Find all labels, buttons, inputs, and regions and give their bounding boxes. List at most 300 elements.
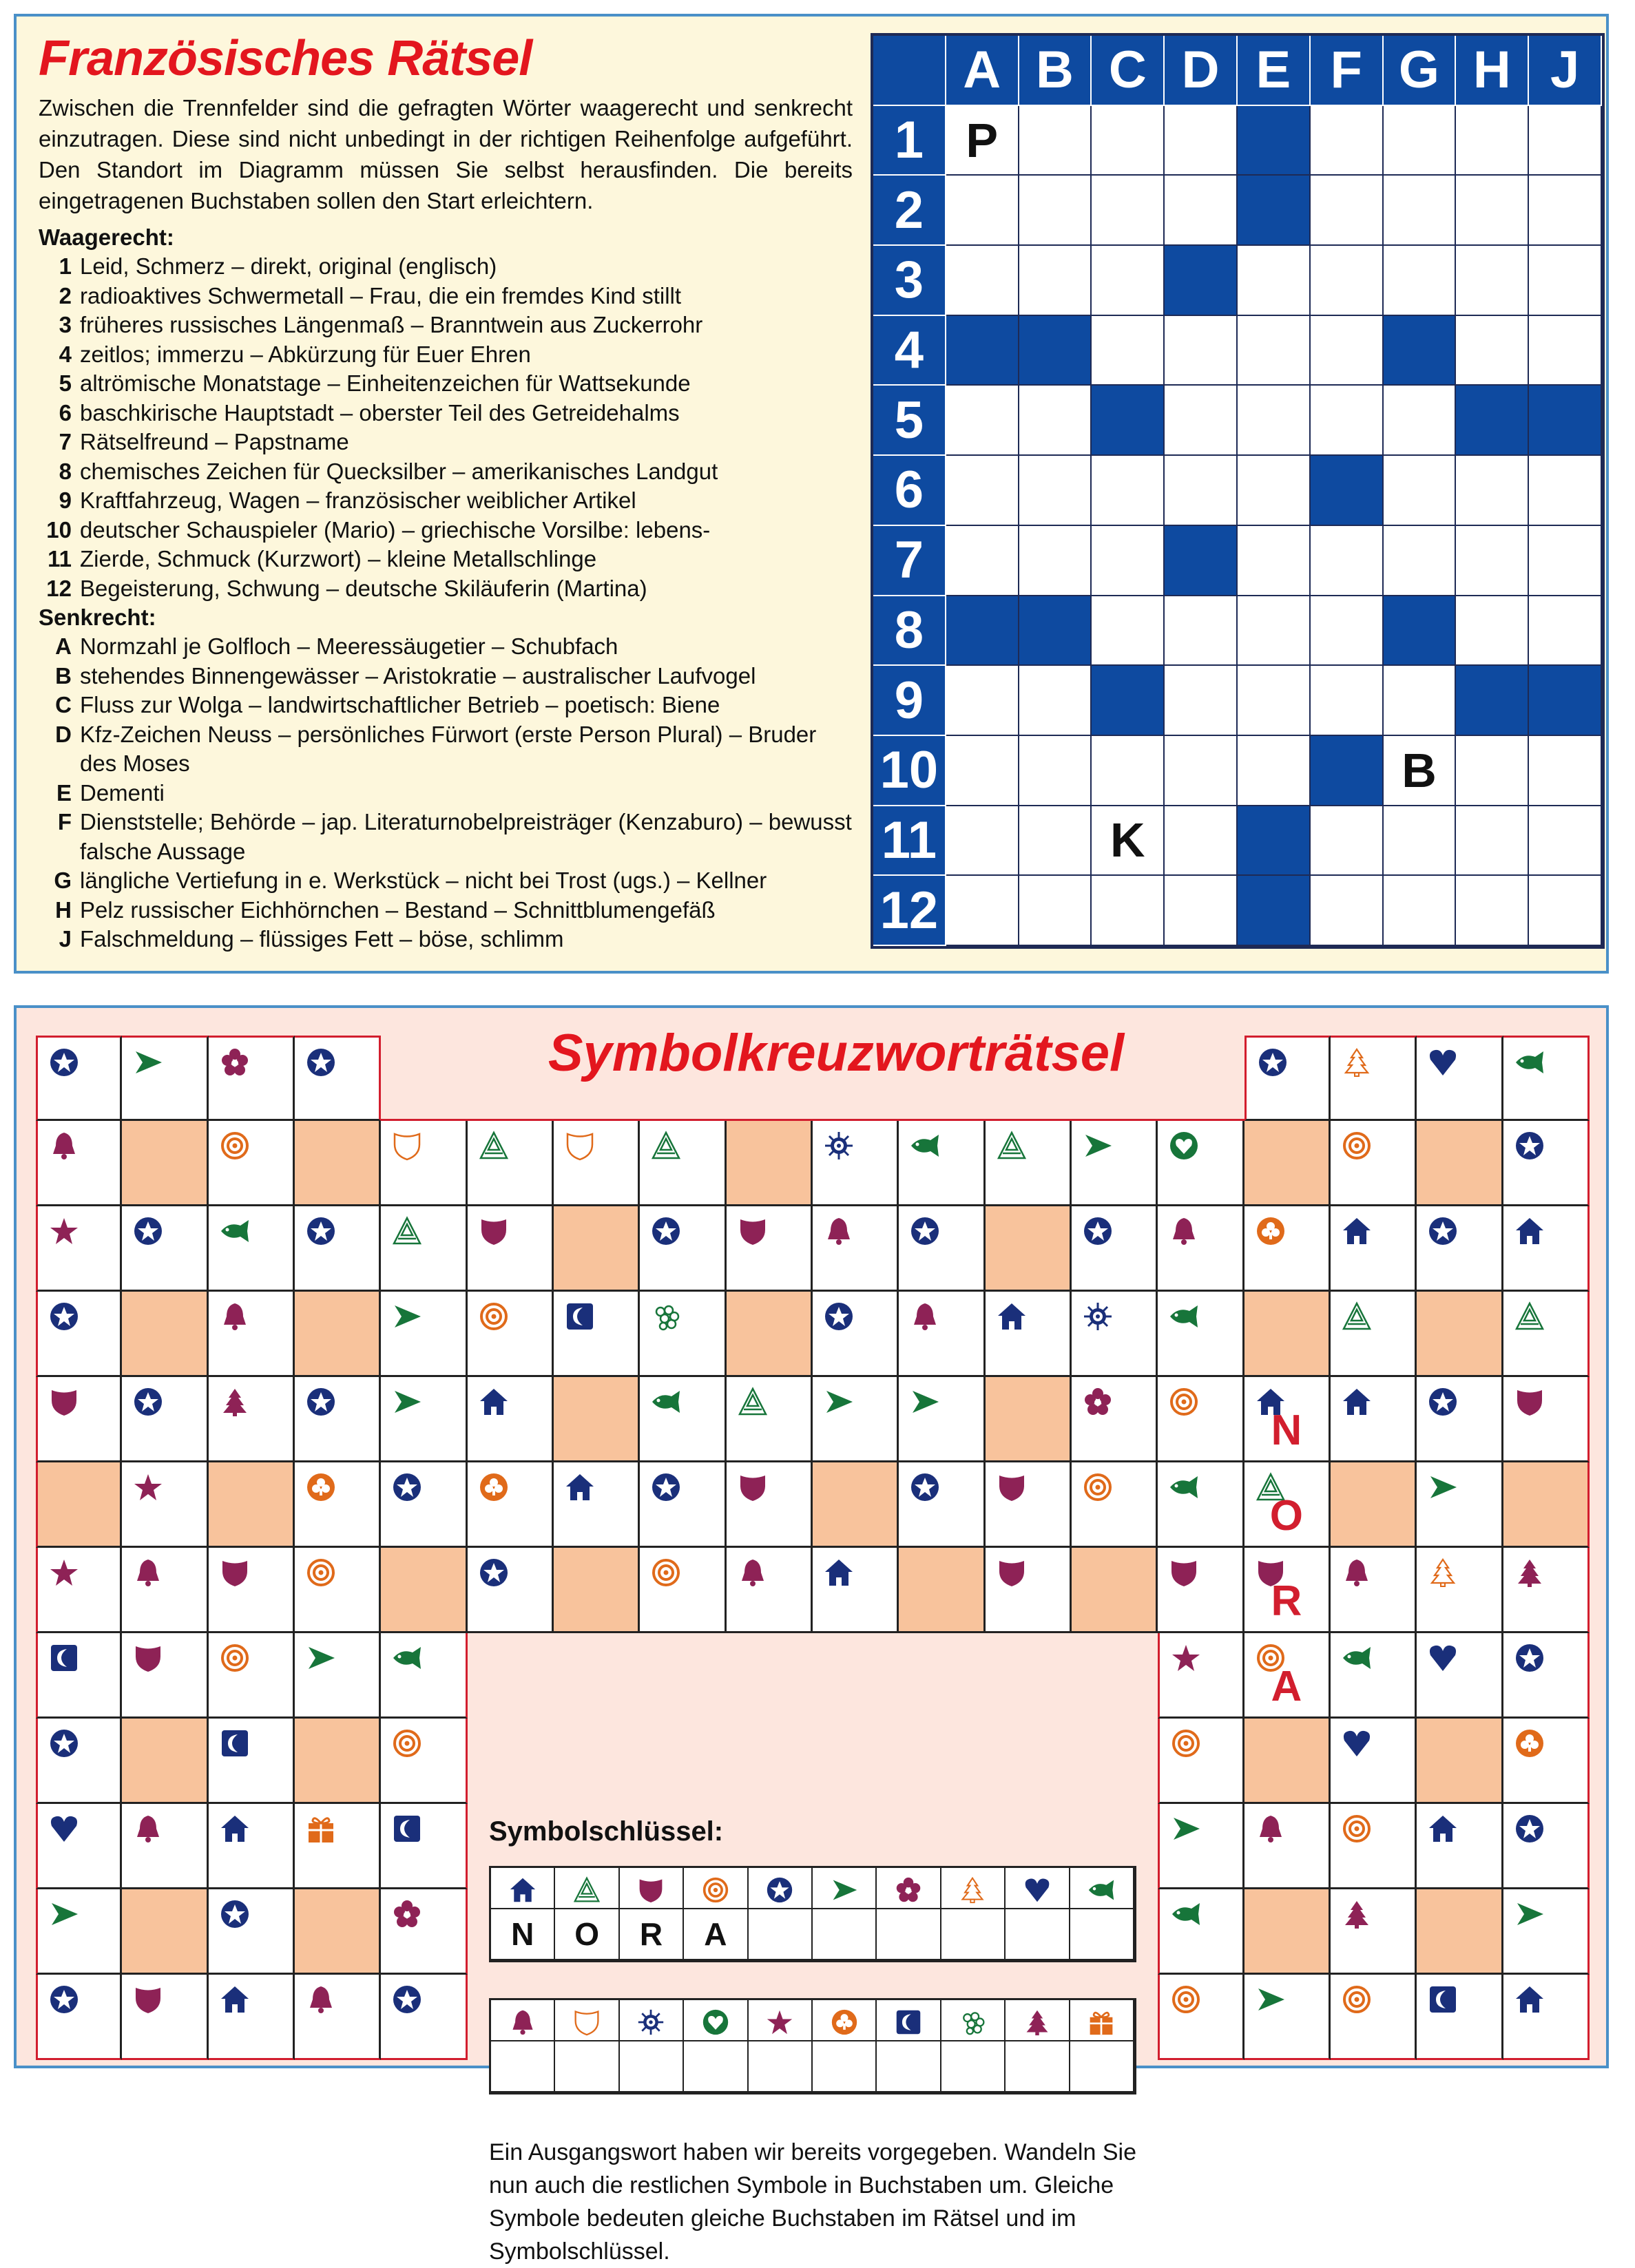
- symbol-cell[interactable]: [1331, 1121, 1417, 1206]
- symbol-cell[interactable]: [1158, 1462, 1244, 1548]
- symbol-cell[interactable]: [1072, 1462, 1158, 1548]
- empty-area: [986, 1719, 1072, 1804]
- symbol-cell[interactable]: [986, 1121, 1072, 1206]
- symbol-cell[interactable]: [1331, 1804, 1417, 1889]
- grid-cell[interactable]: [1238, 246, 1311, 316]
- symbol-cell[interactable]: [986, 1548, 1072, 1633]
- grid-cell[interactable]: [1529, 526, 1602, 596]
- clue-text: Dienststelle; Behörde – jap. Literaturnobelpreisträger (Kenzaburo) – bewusst falsche Aussage: [80, 809, 852, 864]
- grid-cell[interactable]: [1019, 106, 1092, 176]
- grid-cell[interactable]: [946, 456, 1019, 526]
- symbol-cell[interactable]: [899, 1462, 985, 1548]
- key-letter-cell[interactable]: O: [555, 1909, 619, 1960]
- star-circle-icon: [1514, 1814, 1545, 1844]
- symbol-cell[interactable]: [1417, 1975, 1503, 2060]
- symbol-cell[interactable]: [1245, 1804, 1331, 1889]
- symbol-cell[interactable]: [640, 1292, 726, 1377]
- grid-cell[interactable]: [1238, 526, 1311, 596]
- grapes-icon: [651, 1301, 681, 1332]
- symbol-cell[interactable]: [1072, 1206, 1158, 1292]
- symbol-cell[interactable]: [1331, 1889, 1417, 1975]
- key-letter-cell[interactable]: [1070, 2041, 1134, 2092]
- symbol-cell[interactable]: [986, 1292, 1072, 1377]
- grid-cell[interactable]: [1456, 106, 1529, 176]
- symbol-cell[interactable]: [1331, 1377, 1417, 1462]
- grid-cell[interactable]: [1092, 526, 1165, 596]
- pine-icon: [220, 1387, 250, 1417]
- grid-cell[interactable]: [1384, 736, 1457, 806]
- key-symbol-cell: [1006, 1868, 1070, 1909]
- symbol-cell[interactable]: [209, 1036, 295, 1121]
- grid-cell[interactable]: [1529, 876, 1602, 946]
- symbol-cell[interactable]: [209, 1292, 295, 1377]
- symbol-cell[interactable]: [554, 1292, 640, 1377]
- shaded-cell: [554, 1206, 640, 1292]
- key-letter-cell[interactable]: [813, 1909, 877, 1960]
- grid-cell[interactable]: [1384, 806, 1457, 876]
- grid-cell[interactable]: [1384, 876, 1457, 946]
- bell-icon: [133, 1814, 163, 1844]
- grid-cell[interactable]: [1019, 386, 1092, 456]
- symbol-key-instructions: Ein Ausgangswort haben wir bereits vorgegeben. Wandeln Sie nun auch die restlichen Symbole in Buchstaben um. Gleiche Symbole bedeuten gleiche Buchstaben im Rätsel und im Symbolschlüssel.: [489, 2139, 1136, 2265]
- key-letter-cell[interactable]: [941, 1909, 1006, 1960]
- symbol-cell[interactable]: [1331, 1975, 1417, 2060]
- symbol-cell[interactable]: [1158, 1292, 1244, 1377]
- symbol-cell[interactable]: [727, 1462, 813, 1548]
- symbol-cell[interactable]: [468, 1121, 554, 1206]
- symbol-cell[interactable]: [209, 1377, 295, 1462]
- symbol-cell[interactable]: [640, 1377, 726, 1462]
- symbol-cell[interactable]: [1417, 1548, 1503, 1633]
- grid-cell[interactable]: [1165, 316, 1238, 386]
- symbol-cell[interactable]: [813, 1548, 899, 1633]
- key-letter-cell[interactable]: [1070, 1909, 1134, 1960]
- symbol-cell[interactable]: [36, 1975, 122, 2060]
- symbol-cell[interactable]: [36, 1889, 122, 1975]
- grid-cell[interactable]: [1311, 176, 1384, 246]
- clue-text: Rätselfreund – Papstname: [80, 429, 349, 454]
- symbol-cell[interactable]: [554, 1121, 640, 1206]
- grid-cell[interactable]: [1019, 526, 1092, 596]
- symbol-cell[interactable]: [1503, 1889, 1590, 1975]
- grid-cell[interactable]: [1311, 666, 1384, 736]
- grid-cell[interactable]: [1311, 316, 1384, 386]
- symbol-cell[interactable]: [36, 1633, 122, 1719]
- symbol-cell[interactable]: [1503, 1206, 1590, 1292]
- grid-cell[interactable]: [1165, 596, 1238, 666]
- grid-cell[interactable]: [1311, 876, 1384, 946]
- symbol-cell[interactable]: [1503, 1377, 1590, 1462]
- grid-cell[interactable]: [1529, 806, 1602, 876]
- grid-cell[interactable]: [1092, 176, 1165, 246]
- grid-cell[interactable]: [1019, 876, 1092, 946]
- key-letter-cell[interactable]: [620, 2041, 684, 2092]
- symbol-cell[interactable]: [468, 1462, 554, 1548]
- key-letter-cell[interactable]: [684, 2041, 748, 2092]
- symbol-cell[interactable]: [122, 1036, 208, 1121]
- black-square: [1384, 596, 1457, 666]
- symbol-cell[interactable]: [1331, 1633, 1417, 1719]
- symbol-cell[interactable]: [381, 1292, 467, 1377]
- clue-number: 2: [59, 282, 72, 308]
- grid-cell[interactable]: [1092, 876, 1165, 946]
- star-circle-icon: [910, 1216, 940, 1246]
- symbol-cell[interactable]: [36, 1206, 122, 1292]
- symbol-cell[interactable]: [1158, 1121, 1244, 1206]
- symbol-cell[interactable]: [727, 1377, 813, 1462]
- grid-cell[interactable]: [1092, 456, 1165, 526]
- grid-cell[interactable]: [1165, 456, 1238, 526]
- grid-cell[interactable]: [946, 106, 1019, 176]
- grid-cell[interactable]: [1165, 386, 1238, 456]
- symbol-cell[interactable]: [1245, 1462, 1331, 1548]
- symbol-cell[interactable]: [122, 1975, 208, 2060]
- grid-cell[interactable]: [1529, 246, 1602, 316]
- clue-across-9: [39, 486, 858, 516]
- symbol-cell[interactable]: [209, 1121, 295, 1206]
- symbol-cell[interactable]: [1503, 1121, 1590, 1206]
- shaded-cell: [899, 1548, 985, 1633]
- symbol-cell[interactable]: [209, 1719, 295, 1804]
- symbol-cell[interactable]: [1245, 1377, 1331, 1462]
- symbol-cell[interactable]: [295, 1036, 381, 1121]
- grid-cell[interactable]: [1311, 106, 1384, 176]
- grid-cell[interactable]: [1456, 806, 1529, 876]
- symbol-cell[interactable]: [899, 1206, 985, 1292]
- black-square: [1311, 736, 1384, 806]
- key-letter-cell[interactable]: [813, 2041, 877, 2092]
- symbol-cell[interactable]: [1072, 1377, 1158, 1462]
- clue-across-11: [39, 545, 858, 574]
- target-icon: [1342, 1984, 1372, 2015]
- pyramid-icon: [651, 1131, 681, 1161]
- symbol-cell[interactable]: [209, 1548, 295, 1633]
- grid-cell[interactable]: [1529, 316, 1602, 386]
- symbol-cell[interactable]: [1503, 1036, 1590, 1121]
- symbol-cell[interactable]: [468, 1548, 554, 1633]
- key-letter-cell[interactable]: N: [491, 1909, 555, 1960]
- grid-cell[interactable]: [1456, 876, 1529, 946]
- grid-cell[interactable]: [1456, 526, 1529, 596]
- grid-cell[interactable]: [1238, 386, 1311, 456]
- grid-cell[interactable]: [1529, 106, 1602, 176]
- grid-cell[interactable]: [1019, 456, 1092, 526]
- symbol-cell[interactable]: [1331, 1719, 1417, 1804]
- grid-cell[interactable]: [1238, 316, 1311, 386]
- symbol-cell[interactable]: [727, 1548, 813, 1633]
- grid-cell[interactable]: [1384, 386, 1457, 456]
- black-square: [1238, 176, 1311, 246]
- grid-cell[interactable]: [1019, 736, 1092, 806]
- symbol-cell[interactable]: [1245, 1206, 1331, 1292]
- grid-cell[interactable]: [946, 176, 1019, 246]
- symbol-cell[interactable]: [1158, 1633, 1244, 1719]
- star-circle-icon: [1514, 1643, 1545, 1673]
- black-square: [1529, 666, 1602, 736]
- key-letter-cell[interactable]: [877, 2041, 941, 2092]
- shield-outline-icon: [565, 1131, 595, 1161]
- grid-cell[interactable]: [1165, 806, 1238, 876]
- symbol-cell[interactable]: [468, 1206, 554, 1292]
- symbol-cell[interactable]: [899, 1292, 985, 1377]
- target-icon: [306, 1557, 336, 1588]
- grid-cell[interactable]: [1311, 526, 1384, 596]
- empty-area: [813, 1633, 899, 1719]
- symbol-cell[interactable]: [209, 1206, 295, 1292]
- grid-cell[interactable]: [1384, 106, 1457, 176]
- grid-cell[interactable]: [1529, 596, 1602, 666]
- pine-outline-icon: [1428, 1557, 1458, 1588]
- symbol-cell[interactable]: [36, 1292, 122, 1377]
- clue-down-D: [39, 720, 858, 779]
- symbol-cell[interactable]: [1072, 1292, 1158, 1377]
- symbol-cell[interactable]: [1417, 1633, 1503, 1719]
- key-symbol-cell: [877, 1868, 941, 1909]
- key-letter-cell[interactable]: [749, 2041, 813, 2092]
- symbol-cell[interactable]: [295, 1462, 381, 1548]
- symbol-cell[interactable]: [640, 1121, 726, 1206]
- clue-text: längliche Vertiefung in e. Werkstück – nicht bei Trost (ugs.) – Kellner: [80, 868, 767, 893]
- key-letter-cell[interactable]: A: [684, 1909, 748, 1960]
- grid-cell[interactable]: [1019, 806, 1092, 876]
- grid-cell[interactable]: [1384, 246, 1457, 316]
- symbol-cell[interactable]: [295, 1548, 381, 1633]
- key-letter-cell[interactable]: [491, 2041, 555, 2092]
- grid-cell[interactable]: [1238, 596, 1311, 666]
- grid-cell[interactable]: [1456, 316, 1529, 386]
- symbol-cell[interactable]: [1245, 1633, 1331, 1719]
- symbol-cell[interactable]: [727, 1206, 813, 1292]
- symbol-cell[interactable]: [1503, 1548, 1590, 1633]
- grid-cell[interactable]: [946, 526, 1019, 596]
- arrow-icon: [1428, 1472, 1458, 1502]
- grid-cell[interactable]: [1456, 596, 1529, 666]
- grid-cell[interactable]: [1238, 666, 1311, 736]
- shield-icon: [738, 1216, 768, 1246]
- across-heading: Waagerecht:: [39, 224, 174, 250]
- grid-cell[interactable]: [1092, 736, 1165, 806]
- symbol-cell[interactable]: [381, 1121, 467, 1206]
- column-header-C: C: [1092, 36, 1165, 106]
- french-puzzle-intro: Zwischen die Trennfelder sind die gefragten Wörter waagerecht und senkrecht einzutragen. Diese sind nicht unbedingt in der richtigen Reihenfolge aufgeführt. Den Standort im Diagramm müssen Sie selbst herausfinden. Die bereits eingetragenen Buchstaben sollen den Start erleichtern.: [39, 95, 853, 213]
- symbol-cell[interactable]: [381, 1633, 467, 1719]
- symbol-cell[interactable]: [381, 1377, 467, 1462]
- grid-cell[interactable]: [946, 806, 1019, 876]
- grid-cell[interactable]: [1384, 176, 1457, 246]
- clue-number: 9: [59, 487, 72, 513]
- symbol-cell[interactable]: [36, 1719, 122, 1804]
- symbol-cell[interactable]: [813, 1206, 899, 1292]
- symbol-cell[interactable]: [813, 1292, 899, 1377]
- symbol-cell[interactable]: [899, 1377, 985, 1462]
- grid-cell[interactable]: [1529, 456, 1602, 526]
- arrow-icon: [1083, 1131, 1113, 1161]
- symbol-cell[interactable]: [36, 1036, 122, 1121]
- grid-cell[interactable]: [1384, 666, 1457, 736]
- key-letter-cell[interactable]: [1006, 1909, 1070, 1960]
- symbol-cell[interactable]: [1158, 1548, 1244, 1633]
- symbol-cell[interactable]: [1331, 1548, 1417, 1633]
- grid-cell[interactable]: [946, 666, 1019, 736]
- symbol-cell[interactable]: [381, 1975, 467, 2060]
- grid-cell[interactable]: [1456, 246, 1529, 316]
- symbol-cell[interactable]: [295, 1377, 381, 1462]
- house-icon: [1428, 1814, 1458, 1844]
- key-letter-cell[interactable]: R: [620, 1909, 684, 1960]
- grid-cell[interactable]: [1019, 246, 1092, 316]
- pyramid-icon: [997, 1131, 1027, 1161]
- symbol-cell[interactable]: [1503, 1292, 1590, 1377]
- symbol-cell[interactable]: [640, 1548, 726, 1633]
- symbol-cell[interactable]: [209, 1804, 295, 1889]
- grid-cell[interactable]: [1165, 736, 1238, 806]
- key-letter-cell[interactable]: [1006, 2041, 1070, 2092]
- symbol-key-table-2: [489, 1998, 1136, 2094]
- heart-icon: [1342, 1728, 1372, 1758]
- symbol-cell[interactable]: [813, 1377, 899, 1462]
- key-symbol-cell: [1070, 2000, 1134, 2041]
- symbol-cell[interactable]: [122, 1633, 208, 1719]
- grid-cell[interactable]: [1092, 106, 1165, 176]
- clue-text: Falschmeldung – flüssiges Fett – böse, schlimm: [80, 926, 564, 952]
- symbol-cell[interactable]: [122, 1548, 208, 1633]
- key-symbol-cell: [1070, 1868, 1134, 1909]
- symbol-cell[interactable]: [209, 1633, 295, 1719]
- symbol-cell[interactable]: [1417, 1377, 1503, 1462]
- symbol-cell[interactable]: [295, 1975, 381, 2060]
- symbol-cell[interactable]: [1331, 1206, 1417, 1292]
- symbol-cell[interactable]: [640, 1462, 726, 1548]
- grid-cell[interactable]: [1019, 666, 1092, 736]
- symbol-cell[interactable]: [1158, 1206, 1244, 1292]
- grid-cell[interactable]: [1384, 456, 1457, 526]
- symbol-cell[interactable]: [1417, 1804, 1503, 1889]
- house-icon: [220, 1984, 250, 2015]
- symbol-cell[interactable]: [1245, 1548, 1331, 1633]
- symbol-cell[interactable]: [381, 1206, 467, 1292]
- symbol-cell[interactable]: [295, 1633, 381, 1719]
- symbol-cell[interactable]: [122, 1804, 208, 1889]
- shaded-cell: [727, 1121, 813, 1206]
- grid-cell[interactable]: [1311, 596, 1384, 666]
- symbol-cell[interactable]: [468, 1377, 554, 1462]
- grid-cell[interactable]: [1165, 106, 1238, 176]
- symbol-cell[interactable]: [1245, 1975, 1331, 2060]
- symbol-key-title: Symbolschlüssel:: [489, 1816, 724, 1847]
- grid-cell[interactable]: [1456, 176, 1529, 246]
- key-letter-cell[interactable]: [941, 2041, 1006, 2092]
- bell-icon: [133, 1557, 163, 1588]
- symbol-cell[interactable]: [36, 1548, 122, 1633]
- symbol-cell[interactable]: [1158, 1719, 1244, 1804]
- symbol-cell[interactable]: [468, 1292, 554, 1377]
- symbol-cell[interactable]: [1417, 1036, 1503, 1121]
- grid-cell[interactable]: [946, 386, 1019, 456]
- grid-cell[interactable]: [1238, 456, 1311, 526]
- symbol-cell[interactable]: [1503, 1804, 1590, 1889]
- grid-cell[interactable]: [1019, 176, 1092, 246]
- symbol-cell[interactable]: [554, 1462, 640, 1548]
- symbol-cell[interactable]: [1503, 1719, 1590, 1804]
- grid-cell[interactable]: [1092, 806, 1165, 876]
- symbol-cell[interactable]: [1331, 1036, 1417, 1121]
- fish-icon: [1342, 1643, 1372, 1673]
- symbol-cell[interactable]: [813, 1121, 899, 1206]
- grid-cell[interactable]: [946, 246, 1019, 316]
- symbol-cell[interactable]: [122, 1462, 208, 1548]
- grid-cell[interactable]: [1092, 596, 1165, 666]
- pyramid-icon: [479, 1131, 509, 1161]
- grid-cell[interactable]: [1456, 736, 1529, 806]
- symbol-cell[interactable]: [209, 1889, 295, 1975]
- symbol-cell[interactable]: [640, 1206, 726, 1292]
- column-header-A: A: [946, 36, 1019, 106]
- symbol-cell[interactable]: [36, 1377, 122, 1462]
- grid-cell[interactable]: [1529, 176, 1602, 246]
- grid-cell[interactable]: [1165, 666, 1238, 736]
- symbol-cell[interactable]: [36, 1804, 122, 1889]
- symbol-cell[interactable]: [1417, 1462, 1503, 1548]
- clue-text: radioaktives Schwermetall – Frau, die ein fremdes Kind stillt: [80, 282, 682, 308]
- key-letter-cell[interactable]: [555, 2041, 619, 2092]
- symbol-cell[interactable]: [381, 1889, 467, 1975]
- grid-cell[interactable]: [1238, 736, 1311, 806]
- symbol-cell[interactable]: [1417, 1206, 1503, 1292]
- symbol-cell[interactable]: [1503, 1975, 1590, 2060]
- grid-cell[interactable]: [1311, 386, 1384, 456]
- grid-cell[interactable]: [1456, 456, 1529, 526]
- symbol-cell[interactable]: [899, 1121, 985, 1206]
- grid-cell[interactable]: [1529, 736, 1602, 806]
- grid-cell[interactable]: [1384, 526, 1457, 596]
- grid-cell[interactable]: [1311, 806, 1384, 876]
- row-header-3: 3: [873, 246, 946, 316]
- key-letter-cell[interactable]: [749, 1909, 813, 1960]
- column-header-B: B: [1019, 36, 1092, 106]
- across-clues: [39, 252, 858, 603]
- symbol-cell[interactable]: [1072, 1121, 1158, 1206]
- symbol-cell[interactable]: [122, 1206, 208, 1292]
- symbol-cell[interactable]: [295, 1804, 381, 1889]
- symbol-cell[interactable]: [36, 1121, 122, 1206]
- symbol-cell[interactable]: [381, 1719, 467, 1804]
- grid-cell[interactable]: [1092, 316, 1165, 386]
- clue-number: E: [56, 779, 72, 806]
- grid-cell[interactable]: [946, 876, 1019, 946]
- symbol-cell[interactable]: [986, 1462, 1072, 1548]
- symbol-cell[interactable]: [1331, 1292, 1417, 1377]
- symbol-cell[interactable]: [295, 1206, 381, 1292]
- grid-cell[interactable]: [946, 736, 1019, 806]
- symbol-cell[interactable]: [209, 1975, 295, 2060]
- target-icon: [220, 1131, 250, 1161]
- symbol-cell[interactable]: [381, 1462, 467, 1548]
- key-letter-cell[interactable]: [877, 1909, 941, 1960]
- row-header-6: 6: [873, 456, 946, 526]
- shield-icon: [49, 1387, 79, 1417]
- grid-cell[interactable]: [1311, 246, 1384, 316]
- symbol-cell[interactable]: [381, 1804, 467, 1889]
- symbol-cell[interactable]: [1158, 1377, 1244, 1462]
- down-clues: [39, 632, 858, 954]
- grid-cell[interactable]: [1165, 176, 1238, 246]
- grid-cell[interactable]: [1165, 876, 1238, 946]
- grid-cell[interactable]: [1092, 246, 1165, 316]
- symbol-cell[interactable]: [122, 1377, 208, 1462]
- clue-down-G: [39, 866, 858, 896]
- french-crossword-grid: [871, 33, 1605, 949]
- symbol-cell[interactable]: [1503, 1633, 1590, 1719]
